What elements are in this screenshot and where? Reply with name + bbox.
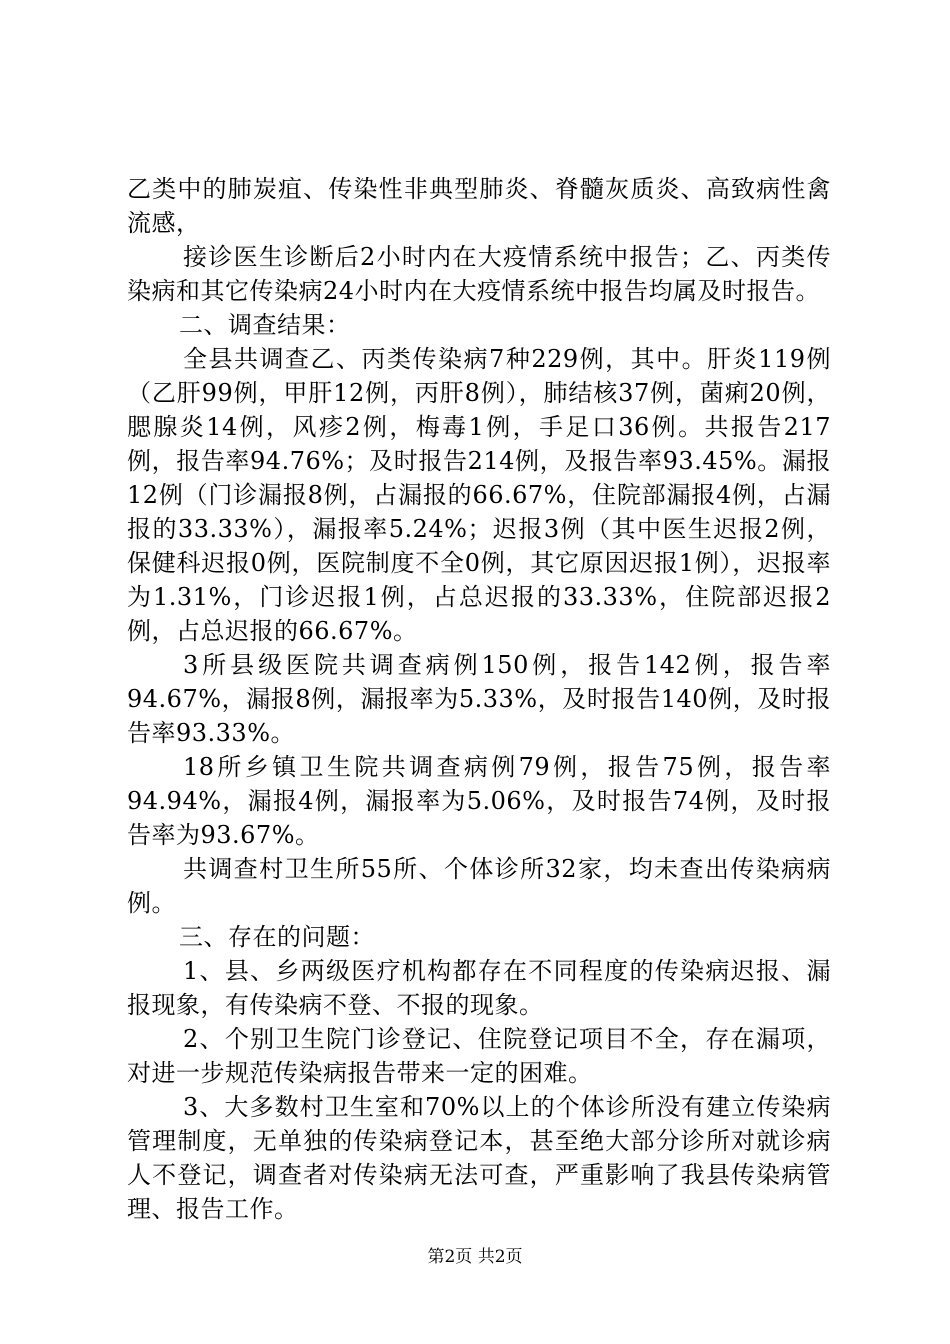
paragraph-township-hospitals: 18所乡镇卫生院共调查病例79例，报告75例，报告率94.94%，漏报4例，漏报率为5.06%，及时报告74例，及时报告率为93.67%。 bbox=[127, 753, 831, 849]
page-footer: 第2页 共2页 bbox=[427, 1247, 523, 1267]
paragraph-continuation: 乙类中的肺炭疽、传染性非典型肺炎、脊髓灰质炎、高致病性禽流感， bbox=[127, 175, 831, 237]
paragraph-report-timing: 接诊医生诊断后2小时内在大疫情系统中报告；乙、丙类传染病和其它传染病24小时内在大疫情系统中报告均属及时报告。 bbox=[127, 243, 831, 305]
paragraph-village-clinics: 共调查村卫生所55所、个体诊所32家，均未查出传染病病例。 bbox=[127, 855, 831, 917]
problem-item-3: 3、大多数村卫生室和70%以上的个体诊所没有建立传染病管理制度，无单独的传染病登记本，甚至绝大部分诊所对就诊病人不登记，调查者对传染病无法可查，严重影响了我县传染病管理、报告工作。 bbox=[127, 1093, 831, 1223]
problem-item-1: 1、县、乡两级医疗机构都存在不同程度的传染病迟报、漏报现象，有传染病不登、不报的现象。 bbox=[127, 957, 831, 1019]
section-heading-problems: 三、存在的问题： bbox=[179, 923, 375, 951]
paragraph-county-results: 全县共调查乙、丙类传染病7种229例，其中。肝炎119例（乙肝99例，甲肝12例，丙肝8例），肺结核37例，菌痢20例，腮腺炎14例，风疹2例，梅毒1例，手足口36例。共报告217例，报告率94.76%；及时报告214例，及报告率93.45%。漏报12例（门诊漏报8例，占漏报的66.67%，住院部漏报4例，占漏报的33.33%），漏报率5.24%；迟报3例（其中医生迟报2例，保健科迟报0例，医院制度不全0例，其它原因迟报1例），迟报率为1.31%，门诊迟报1例，占总迟报的33.33%，住院部迟报2例，占总迟报的66.67%。 bbox=[127, 345, 831, 645]
problem-item-2: 2、个别卫生院门诊登记、住院登记项目不全，存在漏项，对进一步规范传染病报告带来一定的困难。 bbox=[127, 1025, 831, 1087]
document-body bbox=[127, 172, 831, 1226]
section-heading-results: 二、调查结果： bbox=[179, 311, 351, 339]
paragraph-county-hospitals: 3所县级医院共调查病例150例，报告142例，报告率94.67%，漏报8例，漏报率为5.33%，及时报告140例，及时报告率93.33%。 bbox=[127, 651, 831, 747]
